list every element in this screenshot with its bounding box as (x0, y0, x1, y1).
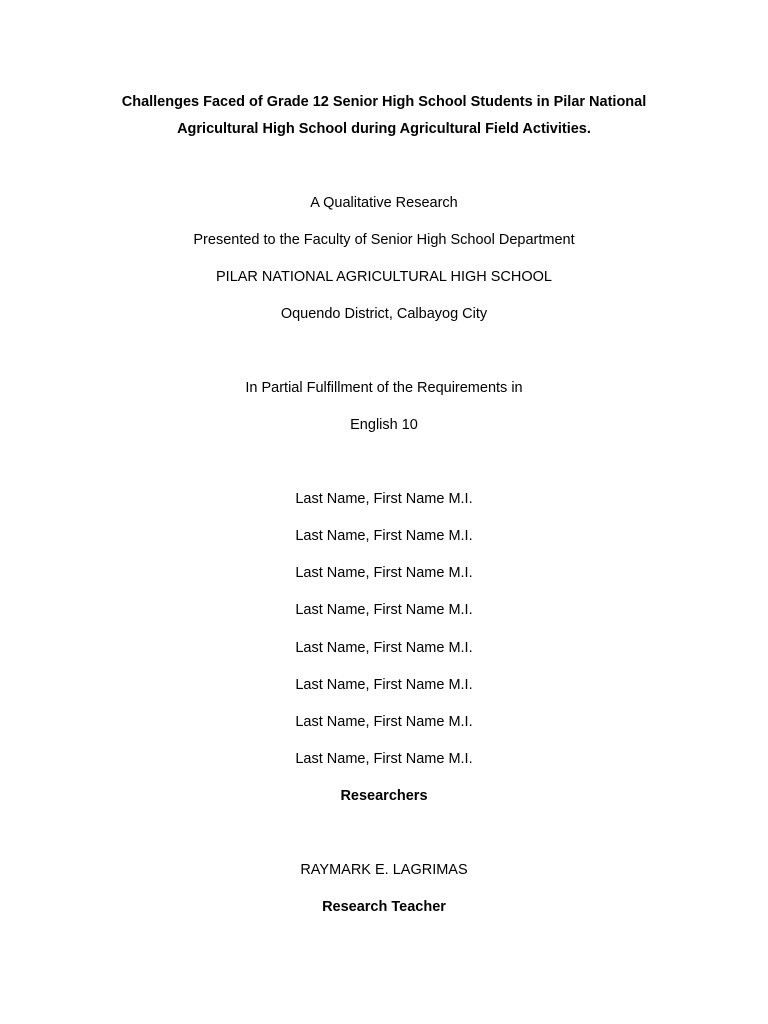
researcher-name: Last Name, First Name M.I. (295, 640, 473, 656)
researcher-name: Last Name, First Name M.I. (295, 491, 473, 507)
researcher-name: Last Name, First Name M.I. (295, 751, 473, 767)
researcher-name: Last Name, First Name M.I. (295, 602, 473, 618)
teacher-label: Research Teacher (322, 899, 446, 915)
researcher-name: Last Name, First Name M.I. (295, 565, 473, 581)
teacher-name: RAYMARK E. LAGRIMAS (300, 862, 468, 878)
researchers-label: Researchers (340, 788, 428, 804)
researcher-name: Last Name, First Name M.I. (295, 714, 473, 730)
title-line-2: Agricultural High School during Agricultural Field Activities. (177, 121, 591, 137)
title-line-1: Challenges Faced of Grade 12 Senior High School Students in Pilar National (121, 94, 647, 110)
subject-name: English 10 (350, 417, 418, 433)
school-location: Oquendo District, Calbayog City (280, 306, 488, 322)
researcher-name: Last Name, First Name M.I. (295, 528, 473, 544)
presented-to: Presented to the Faculty of Senior High School Department (193, 232, 575, 248)
school-name: PILAR NATIONAL AGRICULTURAL HIGH SCHOOL (216, 269, 552, 285)
researcher-name: Last Name, First Name M.I. (295, 677, 473, 693)
research-type: A Qualitative Research (310, 195, 458, 211)
fulfillment-text: In Partial Fulfillment of the Requirements in (245, 380, 523, 396)
